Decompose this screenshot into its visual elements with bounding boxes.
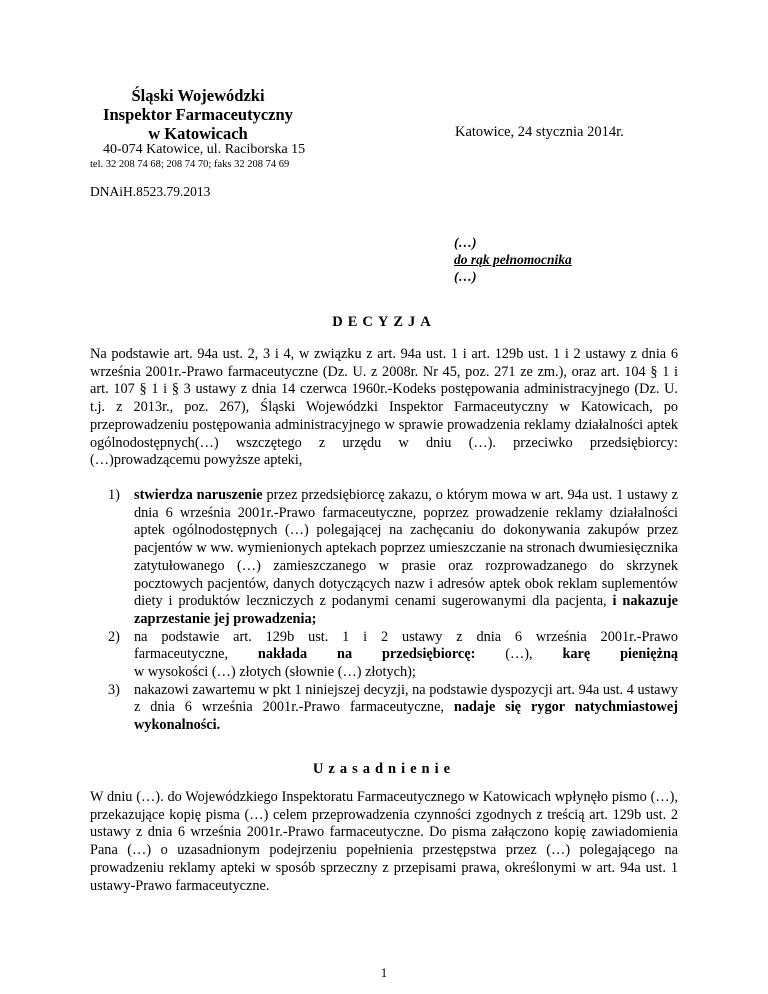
item-line-3: w wysokości (…) złotych (słownie (…) złotych); (134, 664, 416, 681)
justification-title: Uzasadnienie (312, 761, 456, 777)
decision-items (108, 487, 678, 735)
item-word-bold: nakłada (257, 646, 308, 663)
item-number: 2) (108, 628, 120, 645)
decision-title: DECYZJA (332, 314, 436, 330)
issuer-block (90, 86, 306, 143)
issuer-line-1: Śląski Wojewódzki (131, 86, 265, 105)
decision-item-2 (108, 629, 678, 682)
item-number: 3) (108, 681, 120, 698)
item-line-1: na podstawie art. 129b ust. 1 i 2 ustawy z dnia 6 września 2001r.-Prawo (134, 628, 678, 645)
issuer-phone: tel. 32 208 74 68; 208 74 70; faks 32 208 74 69 (90, 159, 290, 170)
issuer-line-2: Inspektor Farmaceutyczny (103, 105, 293, 124)
item-text: nakazowi zawartemu w pkt 1 niniejszej decyzji, na podstawie dyspozycji art. 94a ust. 4 ustawy z dnia 6 września 2001r.-Prawo farmaceutyczne, (134, 681, 678, 716)
issuer-address: 40-074 Katowice, ul. Raciborska 15 (103, 142, 306, 157)
decision-item-1 (108, 487, 678, 629)
justification-body: W dniu (…). do Wojewódzkiego Inspektoratu Farmaceutycznego w Katowicach wpłynęło pismo (…), przekazujące kopię pisma (…) celem przeprowadzenia czynności zgodnych z treścią art. 129b ust. 2 ustawy z dnia 6 września 2001r.-Prawo farmaceutyczne. Do pisma załączono kopię zawiadomienia Pana (…) o uzasadnionym podejrzeniu popełnienia przestępstwa przez (…) polegającego na prowadzeniu reklamy apteki w sposób sprzeczny z przepisami prawa, określonymi w art. 94a ust. 1 ustawy-Prawo farmaceutyczne. (90, 789, 678, 894)
item-word-bold: karę (562, 646, 591, 663)
item-bold-start: stwierdza naruszenie (134, 487, 263, 503)
item-text: przez przedsiębiorcę zakazu, o którym mowa w art. 94a ust. 1 ustawy z dnia 6 września 2001r.-Prawo farmaceutyczne, poprzez prowadzenie reklamy działalności aptek ogólnodostępnych (…) polegającej na zachęcaniu do dokonywania zakupów przez pacjentów w ww. wymienionych aptekach poprzez umieszczanie na stronach dwumiesięcznika zatytułowanego (…) zamieszczanego w prasie oraz rozprowadzanego do skrzynek pocztowych pacjentów, danych dotyczących nazw i adresów aptek obok reklam suplementów diety i produktów leczniczych z podanymi cenami sugerowanymi dla pacjenta, (134, 487, 678, 610)
recipient-line-3: (…) (454, 269, 477, 284)
item-bold-end: i nakazuje zaprzestanie jej prowadzenia; (134, 593, 678, 627)
recipient-block (454, 234, 572, 285)
item-number: 1) (108, 487, 120, 503)
decision-intro: Na podstawie art. 94a ust. 2, 3 i 4, w związku z art. 94a ust. 1 i art. 129b ust. 1 i 2 ustawy z dnia 6 września 2001r.-Prawo farmaceutyczne (Dz. U. z 2008r. Nr 45, poz. 271 ze zm.), oraz art. 104 § 1 i art. 107 § 1 i § 3 ustawy z dnia 14 czerwca 1960r.-Kodeks postępowania administracyjnego (Dz. U. t.j. z 2013r., poz. 267), Śląski Wojewódzki Inspektor Farmaceutyczny w Katowicach, po przeprowadzeniu postępowania administracyjnego w sprawie prowadzenia reklamy działalności aptek ogólnodostępnych(…) wszczętego z urzędu w dniu (…). przeciwko przedsiębiorcy: (…)prowadzącemu powyższe apteki, (90, 346, 678, 469)
item-word-bold: przedsiębiorcę: (381, 646, 476, 663)
item-word-bold: pieniężną (620, 646, 679, 663)
item-bold-end: nadaje się rygor natychmiastowej wykonalności. (134, 699, 678, 734)
reference-number: DNAiH.8523.79.2013 (90, 184, 211, 199)
page-number: 1 (380, 965, 388, 980)
recipient-line-2: do rąk pełnomocnika (454, 252, 572, 267)
item-word: farmaceutyczne, (134, 646, 229, 663)
recipient-line-1: (…) (454, 235, 477, 250)
decision-item-3 (108, 682, 678, 735)
item-word: (…), (505, 646, 533, 663)
item-word-bold: na (337, 646, 353, 663)
place-date: Katowice, 24 stycznia 2014r. (455, 124, 624, 140)
issuer-line-3: w Katowicach (148, 124, 248, 143)
item-line-2 (134, 646, 678, 664)
